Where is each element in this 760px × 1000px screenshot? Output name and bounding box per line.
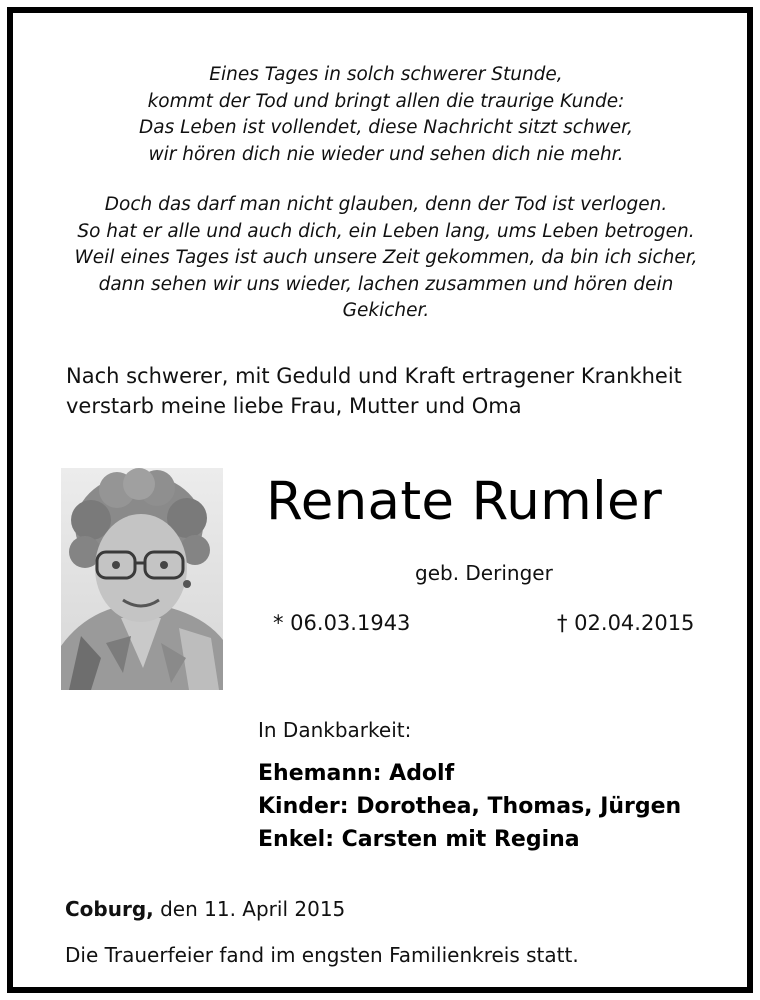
poem-stanza-1 (13, 62, 759, 168)
notice-frame (7, 7, 753, 993)
closing-note: Die Trauerfeier fand im engsten Familienkreis statt. (65, 943, 579, 967)
poem-line: So hat er alle und auch dich, ein Leben lang, ums Leben betrogen. (77, 220, 695, 242)
poem-line: Das Leben ist vollendet, diese Nachricht sitzt schwer, (139, 117, 633, 138)
death-date: † 02.04.2015 (557, 611, 695, 635)
portrait-image (61, 468, 223, 690)
poem-line: dann sehen wir uns wieder, lachen zusammen und hören dein (98, 273, 674, 295)
poem-line: Doch das darf man nicht glauben, denn der Tod ist verlogen. (104, 194, 668, 215)
poem-line: Eines Tages in solch schwerer Stunde, (209, 64, 563, 85)
dateline-date: den 11. April 2015 (160, 897, 346, 921)
maiden-name: geb. Deringer (415, 561, 553, 585)
family-line: Kinder: Dorothea, Thomas, Jürgen (258, 794, 682, 819)
poem-line: Weil eines Tages ist auch unsere Zeit gekommen, da bin ich sicher, (74, 247, 698, 268)
poem-line: Gekicher. (342, 300, 430, 321)
poem-stanza-2 (13, 192, 759, 325)
family-list (258, 757, 681, 856)
intro-line: verstarb meine liebe Frau, Mutter und Oma (66, 394, 522, 418)
deceased-name: Renate Rumler (266, 471, 663, 532)
dateline (65, 897, 345, 921)
intro-line: Nach schwerer, mit Geduld und Kraft ertragener Krankheit (66, 364, 682, 388)
family-line: Enkel: Carsten mit Regina (258, 827, 580, 852)
dateline-city: Coburg, (65, 897, 154, 921)
poem-line: wir hören dich nie wieder und sehen dich nie mehr. (148, 143, 624, 165)
portrait-photo (61, 468, 223, 690)
family-line: Ehemann: Adolf (258, 761, 455, 786)
intro-text (66, 361, 682, 421)
poem-line: kommt der Tod und bringt allen die traurige Kunde: (147, 90, 625, 112)
birth-date: * 06.03.1943 (273, 611, 411, 635)
thanks-label: In Dankbarkeit: (258, 718, 412, 742)
